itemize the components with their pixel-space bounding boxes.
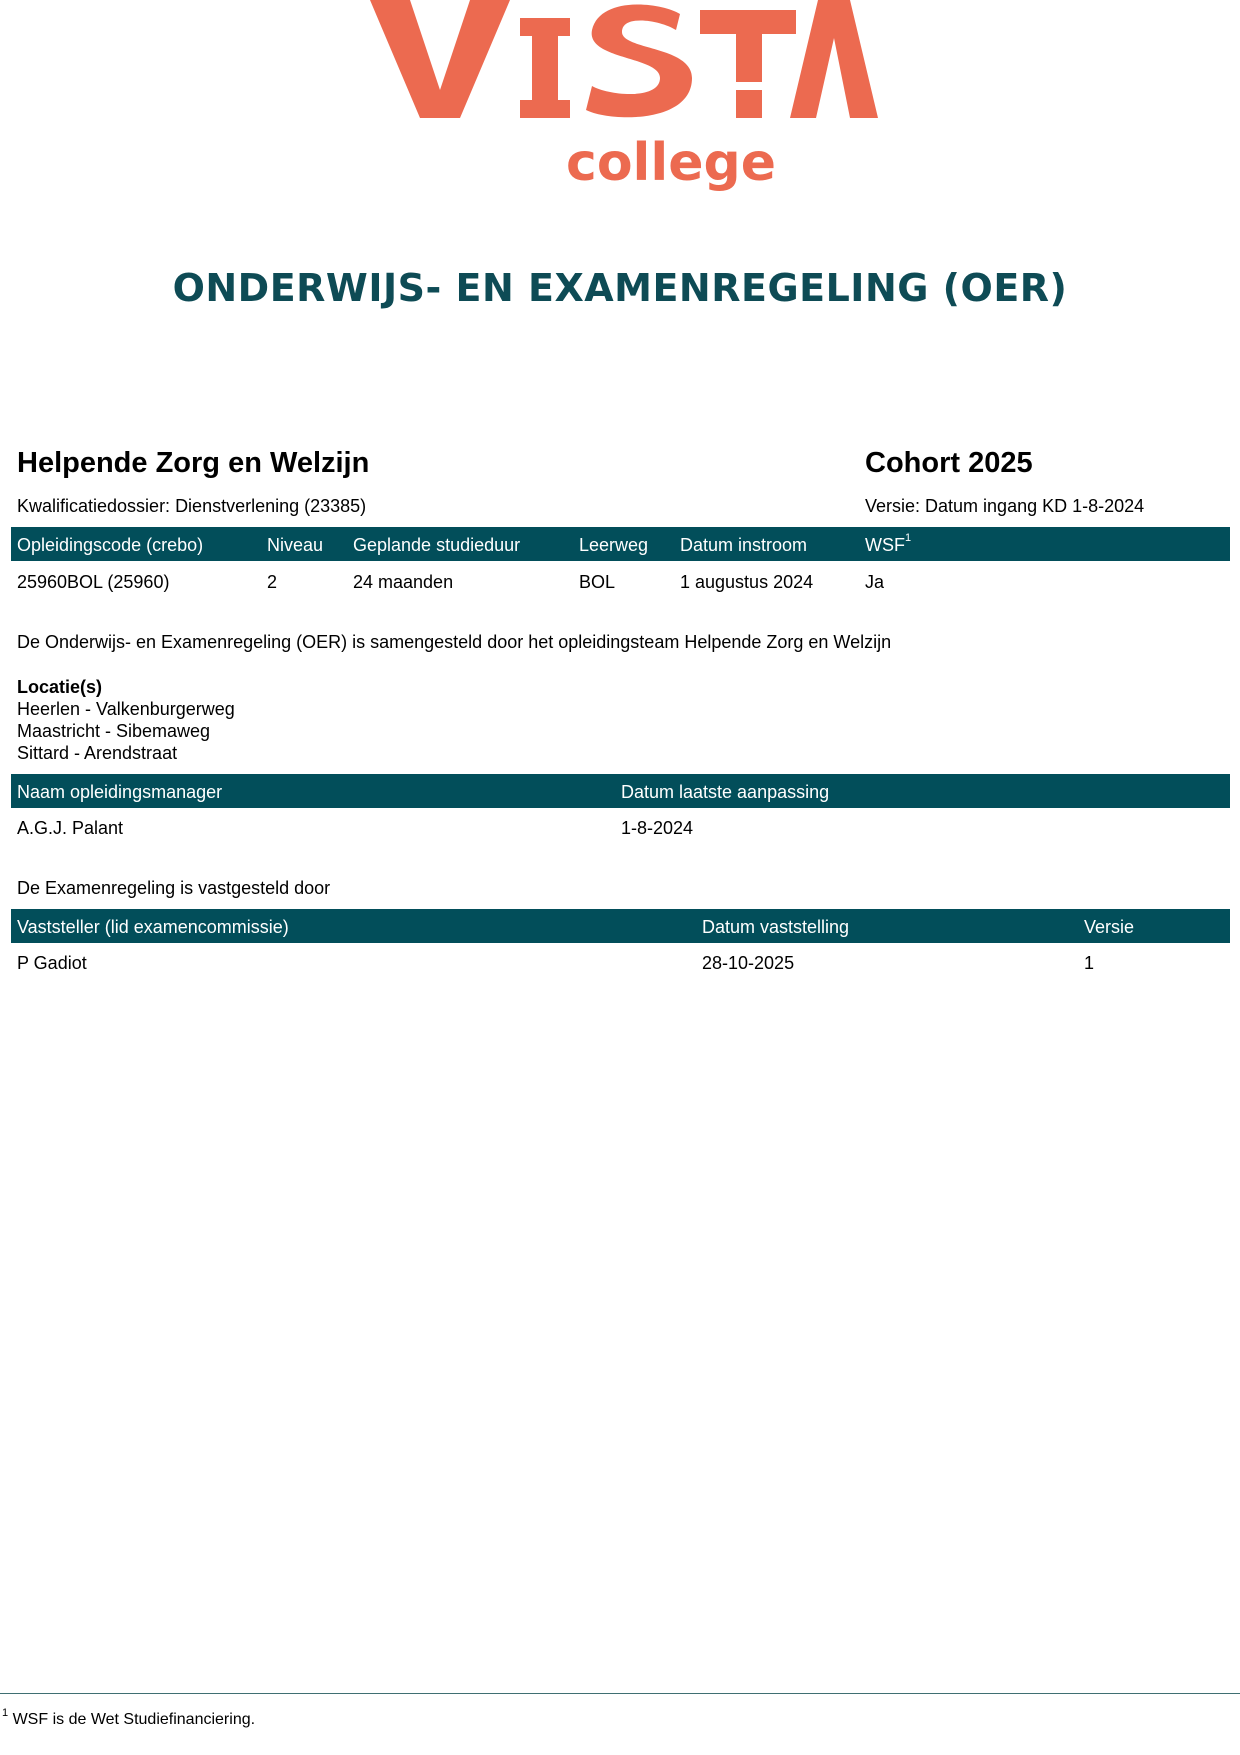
header-established-date: Datum vaststelling [702,917,850,937]
cell-duration: 24 maanden [353,572,454,592]
header-wsf [865,532,912,556]
header-establisher: Vaststeller (lid examencommissie) [17,917,289,937]
establisher-table-row [11,945,1230,979]
cell-manager-name: A.G.J. Palant [17,818,124,838]
logo-subtitle: college [566,133,776,193]
cell-route: BOL [579,572,616,592]
location-item: Heerlen - Valkenburgerweg [17,699,235,719]
footnote-text: WSF is de Wet Studiefinanciering. [12,1711,256,1728]
location-item: Sittard - Arendstraat [17,743,178,763]
cell-code: 25960BOL (25960) [17,572,170,592]
cohort-label: Cohort 2025 [865,447,1033,479]
header-wsf-label: WSF [865,535,905,555]
footnote-ref: 1 [905,532,912,544]
establisher-table-header [11,909,1230,943]
header-code: Opleidingscode (crebo) [17,535,204,555]
version-info: Versie: Datum ingang KD 1-8-2024 [865,496,1145,516]
cell-level: 2 [267,572,278,592]
header-duration: Geplande studieduur [353,535,521,555]
qualification-dossier: Kwalificatiedossier: Dienstverlening (23385) [17,496,367,516]
locations-label: Locatie(s) [17,677,103,697]
footnote-number: 1 [2,1707,9,1719]
cell-version: 1 [1084,953,1095,973]
manager-table-header [11,774,1230,808]
manager-table-row [11,810,1230,844]
program-table-header [11,527,1230,561]
established-by-text: De Examenregeling is vastgesteld door [17,878,331,898]
location-item: Maastricht - Sibemaweg [17,721,211,741]
program-table-row [11,564,1230,598]
program-name: Helpende Zorg en Welzijn [17,447,370,479]
cell-establisher: P Gadiot [17,953,87,973]
page-title: ONDERWIJS- EN EXAMENREGELING (OER) [172,266,1068,310]
cell-last-modified: 1-8-2024 [621,818,694,838]
footnote [2,1707,256,1729]
cell-intake: 1 augustus 2024 [680,572,814,592]
composed-by-text: De Onderwijs- en Examenregeling (OER) is samengesteld door het opleidingsteam Helpende Zorg en Welzijn [17,632,892,652]
header-manager-name: Naam opleidingsmanager [17,782,223,802]
header-intake: Datum instroom [680,535,808,555]
vista-college-logo [360,0,880,210]
header-route: Leerweg [579,535,649,555]
header-last-modified: Datum laatste aanpassing [621,782,830,802]
cell-established-date: 28-10-2025 [702,953,795,973]
footnote-divider [0,1693,1240,1694]
header-version: Versie [1084,917,1135,937]
cell-wsf: Ja [865,572,885,592]
header-level: Niveau [267,535,324,555]
